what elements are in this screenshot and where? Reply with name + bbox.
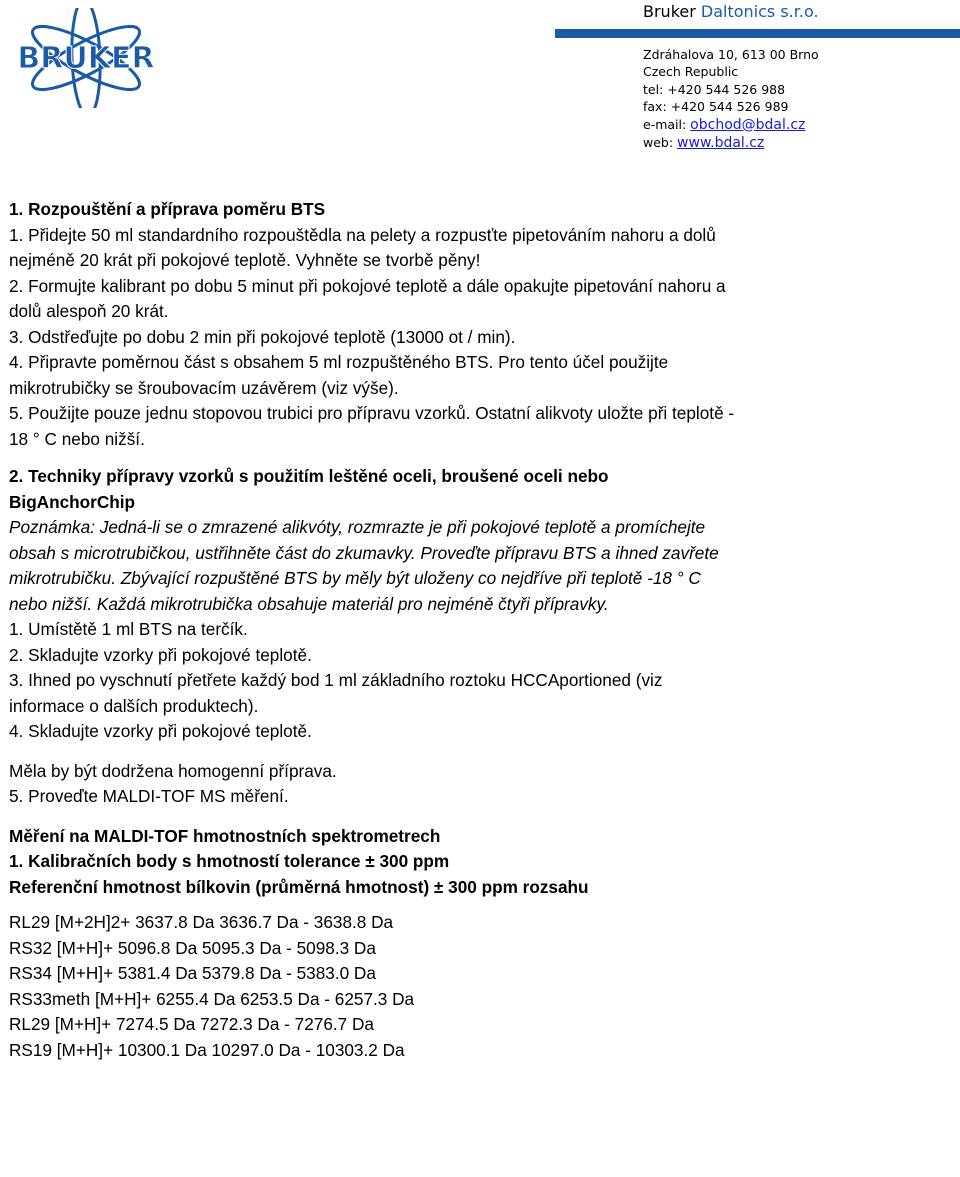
section2-title-cont: BigAnchorChip: [9, 491, 136, 512]
reference-mass-line: RL29 [M+H]+ 7274.5 Da 7272.3 Da - 7276.7 Da: [9, 1014, 374, 1034]
section2-title: 2. Techniky přípravy vzorků s použitím leštěné oceli, broušené oceli nebo: [9, 466, 609, 486]
note-line: mikrotrubičku. Zbývající rozpuštěné BTS by měly být uloženy co nejdříve při teplotě -18 ° C: [9, 568, 701, 588]
email-link[interactable]: obchod@bdal.cz: [690, 116, 806, 133]
note-line: obsah s microtrubičkou, ustřihněte část do zkumavky. Proveďte přípravu BTS a ihned zavřete: [9, 542, 719, 563]
address-line: Zdráhalova 10, 613 00 Brno: [643, 47, 819, 62]
section1-line: dolů alespoň 20 krát.: [9, 301, 169, 321]
email-line: [643, 116, 819, 134]
step-line: 3. Ihned po vyschnutí přetřete každý bod 1 ml základního roztoku HCCAportioned (viz: [9, 670, 663, 690]
company-prefix: Bruker: [643, 2, 701, 21]
document-body: [9, 197, 954, 1063]
contact-block: [643, 46, 819, 152]
reference-mass-line: RL29 [M+2H]2+ 3637.8 Da 3636.7 Da - 3638.8 Da: [9, 912, 394, 932]
section1-line: 18 ° C nebo nižší.: [9, 428, 145, 449]
section1-line: 1. Přidejte 50 ml standardního rozpouštědla na pelety a rozpusťte pipetováním nahoru a dolů: [9, 224, 716, 245]
section1-line: 5. Použijte pouze jednu stopovou trubici pro přípravu vzorků. Ostatní alikvoty uložte při teplotě -: [9, 403, 735, 423]
tel-line: tel: +420 544 526 988: [643, 81, 786, 97]
company-name: [643, 2, 819, 21]
bruker-logo: [0, 8, 172, 108]
note-line: nebo nižší. Každá mikrotrubička obsahuje materiál pro nejméně čtyři přípravky.: [9, 593, 609, 614]
fax-line: fax: +420 544 526 989: [643, 99, 789, 115]
section3-heading: Měření na MALDI-TOF hmotnostních spektrometrech: [9, 825, 441, 846]
section1-line: nejméně 20 krát při pokojové teplotě. Vyhněte se tvorbě pěny!: [9, 250, 481, 270]
section1-line: 2. Formujte kalibrant po dobu 5 minut při pokojové teplotě a dále opakujte pipetování nahoru a: [9, 275, 726, 296]
reference-mass-line: RS32 [M+H]+ 5096.8 Da 5095.3 Da - 5098.3 Da: [9, 937, 376, 958]
web-label: web:: [643, 135, 678, 151]
step-line: informace o dalších produktech).: [9, 695, 259, 716]
reference-mass-line: RS33meth [M+H]+ 6255.4 Da 6253.5 Da - 6257.3 Da: [9, 988, 415, 1009]
logo-text: BRUKER: [17, 41, 155, 76]
web-link[interactable]: www.bdal.cz: [677, 135, 765, 152]
step-line: 1. Umístětě 1 ml BTS na terčík.: [9, 619, 248, 639]
after-line: 5. Proveďte MALDI-TOF MS měření.: [9, 786, 289, 806]
section3-heading: Referenční hmotnost bílkovin (průměrná hmotnost) ± 300 ppm rozsahu: [9, 876, 589, 897]
after-line: Měla by být dodržena homogenní příprava.: [9, 760, 337, 781]
reference-mass-line: RS19 [M+H]+ 10300.1 Da 10297.0 Da - 10303.2 Da: [9, 1039, 405, 1060]
company-highlight: Daltonics s.r.o.: [700, 2, 819, 21]
header-bar: [555, 29, 960, 38]
section1-line: 3. Odstřeďujte po dobu 2 min při pokojové teplotě (13000 ot / min).: [9, 326, 516, 347]
note-line: Poznámka: Jedná-li se o zmrazené alikvóty, rozmrazte je při pokojové teplotě a promíchejte: [9, 517, 706, 537]
step-line: 2. Skladujte vzorky při pokojové teplotě.: [9, 644, 312, 665]
section3-heading: 1. Kalibračních body s hmotností tolerance ± 300 ppm: [9, 851, 450, 871]
reference-mass-line: RS34 [M+H]+ 5381.4 Da 5379.8 Da - 5383.0 Da: [9, 963, 376, 983]
section1-title: 1. Rozpouštění a příprava poměru BTS: [9, 199, 326, 219]
web-line: [643, 134, 819, 152]
section1-line: mikrotrubičky se šroubovacím uzávěrem (viz výše).: [9, 377, 399, 398]
country-line: Czech Republic: [643, 64, 739, 80]
step-line: 4. Skladujte vzorky při pokojové teplotě.: [9, 721, 312, 741]
email-label: e-mail:: [643, 116, 691, 132]
section1-line: 4. Připravte poměrnou část s obsahem 5 ml rozpuštěného BTS. Pro tento účel použijte: [9, 352, 669, 372]
